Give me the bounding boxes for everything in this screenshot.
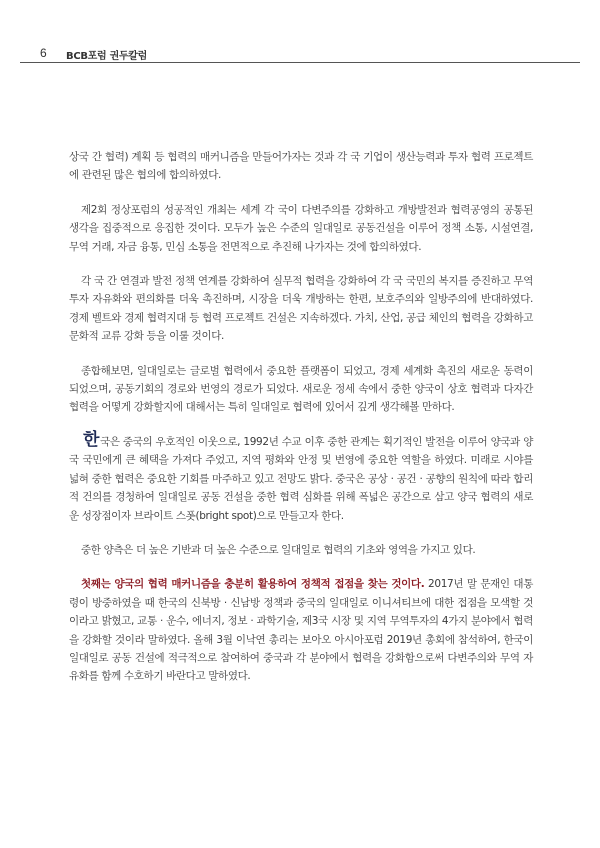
article-body xyxy=(69,148,533,702)
paragraph-text: 국은 중국의 우호적인 이웃으로, 1992년 수교 이후 중한 관계는 획기적인 발전을 이루어 양국과 양국 국민에게 큰 혜택을 가져다 주었고, 지역 평화와 안정 및 번영에 중요한 역할을 하였다. 미래로 시야를 넓혀 중한 협력은 중요한 기회를 마주하고 있고 전망도 밝다. 중국은 공상 · 공건 · 공향의 원칙에 따라 합리적 건의를 경청하여 일대일로 공동 건설을 중한 협력 심화를 위해 폭넓은 공간으로 삼고 양국 협력의 새로운 성장점이자 브라이트 스폿(bright spot)으로 만들고자 한다. xyxy=(69,435,533,522)
paragraph xyxy=(69,575,533,685)
running-title: BCB포럼 권두칼럼 xyxy=(66,51,148,62)
paragraph xyxy=(69,362,533,417)
page-header xyxy=(20,42,580,66)
paragraph-section-start xyxy=(69,429,533,525)
paragraph-text: 제2회 정상포럼의 성공적인 개최는 세계 각 국이 다변주의를 강화하고 개방발전과 협력공영의 공통된 생각을 집중적으로 응집한 것이다. 모두가 높은 수준의 일대일로 공동건설을 이루어 정책 소통, 시설연결, 무역 거래, 자금 융통, 민심 소통을 전면적으로 추진해 나가자는 것에 합의하였다. xyxy=(69,203,533,253)
paragraph-text: 각 국 간 연결과 발전 정책 연계를 강화하여 실무적 협력을 강화하여 각 국 국민의 복지를 증진하고 무역투자 자유화와 편의화를 더욱 촉진하며, 시장을 더욱 개방하는 한편, 보호주의와 일방주의에 반대하였다. 경제 벨트와 경제 협력지대 등 협력 프로젝트 건설은 지속하겠다. 가치, 산업, 공급 체인의 협력을 강화하고 문화적 교류 강화 등을 이룰 것이다. xyxy=(69,275,533,343)
paragraph-text: 종합해보면, 일대일로는 글로벌 협력에서 중요한 플랫폼이 되었고, 경제 세계화 촉진의 새로운 동력이 되었으며, 공동기회의 경로와 번영의 경로가 되었다. 새로운 정세 속에서 중한 양국이 상호 협력과 다자간 협력을 어떻게 강화할지에 대해서는 특히 일대일로 협력에 있어서 깊게 생각해볼 만하다. xyxy=(69,364,533,414)
drop-cap: 한 xyxy=(83,429,100,450)
paragraph xyxy=(69,201,533,256)
paragraph-continued xyxy=(69,148,533,185)
highlight-lead: 첫째는 양국의 협력 매커니즘을 충분히 활용하여 정책적 접점을 찾는 것이다. xyxy=(81,578,425,591)
paragraph xyxy=(69,541,533,559)
header-rule xyxy=(20,62,580,63)
paragraph-text: 중한 양측은 더 높은 기반과 더 높은 수준으로 일대일로 협력의 기초와 영역을 가지고 있다. xyxy=(81,543,476,556)
paragraph-text: 2017년 말 문재인 대통령이 방중하였을 때 한국의 신북방 · 신남방 정책과 중국의 일대일로 이니셔티브에 대한 접점을 모색할 것이라고 밝혔고, 교통 · 운수, 에너지, 정보 · 과학기술, 제3국 시장 및 지역 무역투자의 4가지 분야에서 협력을 강화할 것이라 말하였다. 올해 3월 이낙연 총리는 보아오 아시아포럼 2019년 총회에 참석하여, 한국이 일대일로 공동 건설에 적극적으로 참여하여 중국과 각 분야에서 협력을 강화함으로써 다변주의와 무역 자유화를 함께 수호하기 바란다고 말하였다. xyxy=(69,578,533,683)
paragraph xyxy=(69,272,533,346)
page-number: 6 xyxy=(40,46,47,60)
paragraph-text: 상국 간 협력) 계획 등 협력의 매커니즘을 만들어가자는 것과 각 국 기업이 생산능력과 투자 협력 프로젝트에 관련된 많은 협의에 합의하였다. xyxy=(69,151,533,182)
